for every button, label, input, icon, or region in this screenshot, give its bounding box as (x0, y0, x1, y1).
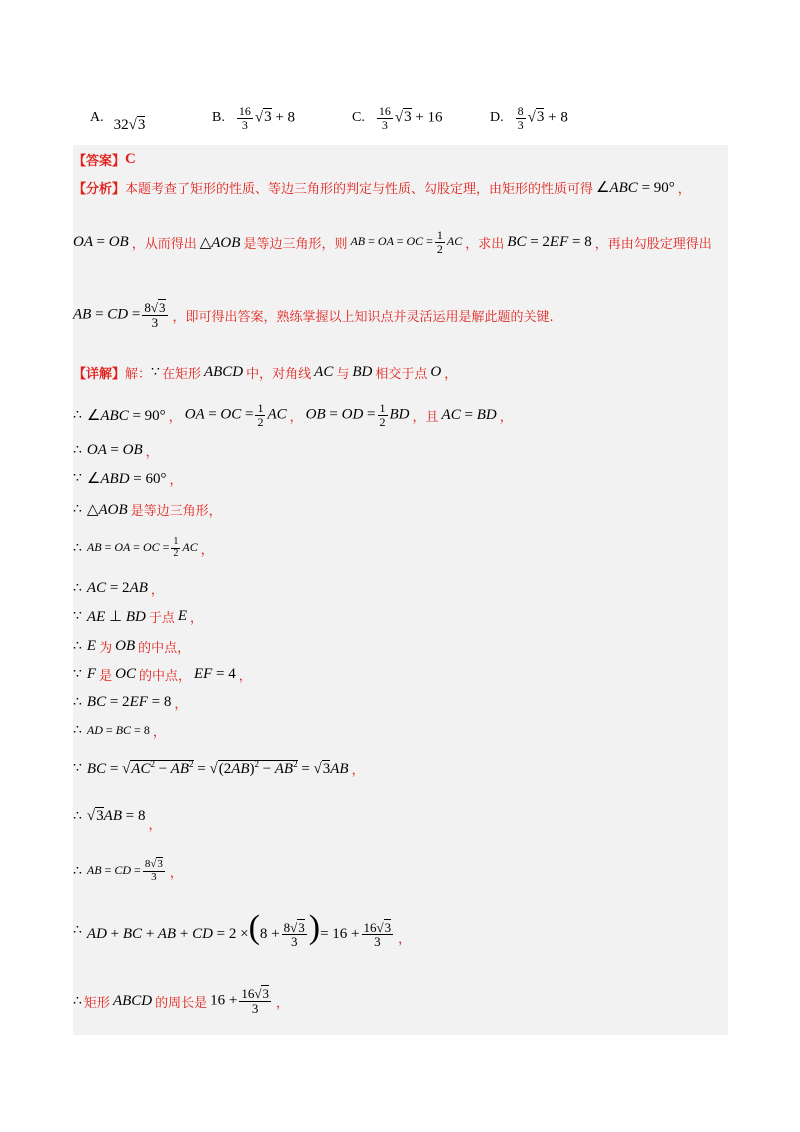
math-ab-oa-oc: AB = OA = OC = $\frac{1}{2}$ AC (86, 536, 198, 559)
answer-choices (90, 98, 710, 138)
detail-text: 为 (99, 640, 113, 656)
comma: ， (152, 724, 166, 740)
analysis-line-3 (73, 295, 554, 335)
math-ab-oa-oc: AB = OA = OC = $\frac{1}{2}$ AC (350, 227, 463, 256)
choice-c[interactable] (352, 98, 443, 138)
therefore-symbol: ∴ (73, 540, 82, 556)
math-triangle-aob: △AOB (199, 234, 241, 251)
therefore-symbol: ∴ (73, 694, 82, 710)
comma: ， (238, 668, 252, 684)
because-symbol: ∵ (151, 364, 160, 380)
therefore-symbol: ∴ (73, 922, 82, 938)
math-ac: AC (314, 363, 334, 380)
detail-line-8 (73, 605, 203, 627)
detail-text: 在矩形 (161, 366, 201, 382)
math-ad-bc: AD = BC = 8 (86, 722, 150, 737)
analysis-text: 本题考查了矩形的性质、等边三角形的判定与性质、勾股定理，由矩形的性质可得 (125, 181, 594, 197)
choice-d[interactable] (490, 98, 568, 138)
detail-line-14 (73, 803, 162, 833)
detail-text: 中，对角线 (246, 366, 312, 382)
math-f: F (86, 665, 97, 682)
detail-text: 解： (125, 366, 152, 382)
analysis-text: ，再由勾股定理得出 (594, 236, 712, 252)
math-abcd: ABCD (112, 992, 153, 1009)
therefore-symbol: ∴ (73, 722, 82, 738)
comma: ， (169, 472, 183, 488)
comma: ， (190, 610, 204, 626)
detail-line-5 (73, 497, 222, 521)
math-oa-ob: OA = OB (86, 441, 143, 458)
detail-text: 的中点， (138, 668, 191, 684)
detail-line-13 (73, 753, 365, 783)
detail-text: 的周长是 (155, 995, 208, 1011)
therefore-symbol: ∴ (73, 993, 82, 1009)
detail-text: 矩形 (83, 995, 110, 1011)
analysis-line-1 (73, 175, 691, 199)
detail-line-9 (73, 635, 190, 657)
math-sqrt3-ab-8: √3AB = 8 (86, 807, 146, 824)
analysis-text: 是等边三角形，则 (243, 236, 348, 252)
comma: ， (169, 865, 183, 881)
comma: ， (148, 817, 162, 833)
detail-text: 于点 (148, 610, 175, 626)
therefore-symbol: ∴ (73, 580, 82, 596)
analysis-tag: 【分析】 (73, 181, 126, 197)
comma: ， (398, 931, 412, 947)
comma: ， (289, 409, 303, 425)
choice-a[interactable] (90, 98, 145, 138)
comma: ， (412, 409, 426, 425)
detail-text: 的中点， (138, 640, 191, 656)
answer-tag: 【答案】 (73, 153, 126, 169)
comma: ， (150, 582, 164, 598)
detail-text: 是等边三角形， (130, 503, 222, 519)
answer-line (73, 149, 136, 169)
therefore-symbol: ∴ (73, 442, 82, 458)
math-ab-cd: AB = CD = $\frac{8√3}{3}$ (86, 857, 163, 883)
choice-expr: $\frac{16}{3}$ √3 + 8 (238, 103, 296, 132)
comma: ， (499, 409, 513, 425)
because-symbol: ∵ (73, 470, 82, 486)
comma: ， (444, 366, 458, 382)
answer-value: C (125, 150, 136, 167)
math-ac-bd: AC = BD (441, 406, 497, 423)
detail-line-3 (73, 439, 159, 461)
because-symbol: ∵ (73, 760, 82, 776)
analysis-text: ，求出 (465, 236, 505, 252)
math-perimeter-value: 16 + $\frac{16√3}{3}$ (210, 985, 269, 1016)
detail-text: 相交于点 (375, 366, 428, 382)
comma: ， (275, 995, 289, 1011)
detail-line-16 (73, 907, 411, 953)
detail-line-1 (73, 361, 457, 383)
detail-line-11 (73, 691, 187, 713)
detail-text: 与 (336, 366, 350, 382)
comma: ， (677, 181, 691, 197)
detail-line-7 (73, 577, 164, 599)
math-e: E (177, 607, 188, 624)
analysis-line-2 (73, 227, 712, 257)
math-ae-perp-bd: AE ⊥ BD (86, 608, 146, 625)
therefore-symbol: ∴ (73, 407, 82, 423)
math-ab-cd: AB = CD = $\frac{8√3}{3}$ (73, 299, 166, 330)
math-angle-abc: ∠ABC = 90° (596, 179, 675, 196)
math-e: E (86, 637, 97, 654)
analysis-text: ，即可得出答案，熟练掌握以上知识点并灵活运用是解此题的关键. (172, 309, 554, 325)
choice-b[interactable] (212, 98, 295, 138)
solution-panel (73, 145, 728, 1035)
comma: ， (145, 444, 159, 460)
math-ob: OB (115, 637, 136, 654)
choice-expr: $\frac{16}{3}$ √3 + 16 (378, 103, 443, 132)
math-oa-ob: OA = OB (73, 233, 129, 250)
math-ac-2ab: AC = 2AB (86, 579, 148, 596)
math-bc-2ef: BC = 2EF = 8 (86, 693, 172, 710)
math-ob-od: OB = OD = $\frac{1}{2}$ BD (305, 400, 410, 429)
math-angle-abc: ∠ABC = 90° (86, 407, 166, 424)
choice-label: C. (352, 110, 365, 125)
detail-line-12 (73, 719, 166, 741)
comma: ， (174, 696, 188, 712)
choice-label: D. (490, 110, 504, 125)
detail-line-17 (73, 981, 289, 1021)
choice-label: B. (212, 110, 225, 125)
comma: ， (168, 409, 182, 425)
math-ef-4: EF = 4 (193, 665, 236, 682)
detail-line-10 (73, 663, 252, 685)
choice-label: A. (90, 110, 104, 125)
detail-line-15 (73, 851, 183, 891)
math-o: O (430, 363, 442, 380)
therefore-symbol: ∴ (73, 863, 82, 879)
detail-line-6 (73, 531, 214, 565)
detail-line-4 (73, 467, 183, 489)
math-oa-oc: OA = OC = $\frac{1}{2}$ AC (184, 400, 287, 429)
choice-expr: $\frac{8}{3}$ √3 + 8 (517, 103, 568, 132)
detail-line-2 (73, 397, 513, 433)
math-abcd: ABCD (203, 363, 244, 380)
detail-text: 且 (425, 409, 439, 425)
therefore-symbol: ∴ (73, 638, 82, 654)
analysis-text: ，从而得出 (131, 236, 197, 252)
math-oc: OC (115, 665, 136, 682)
math-bc-2ef: BC = 2EF = 8 (507, 233, 592, 250)
because-symbol: ∵ (73, 608, 82, 624)
math-perimeter-sum: AD + BC + AB + CD = 2 ×(8 + $\frac{8√3}{3}$ )= 16 + $\frac{16√3}{3}$ (86, 909, 392, 950)
math-angle-abd: ∠ABD = 60° (86, 470, 167, 487)
detail-text: 是 (99, 668, 113, 684)
math-bc-sqrt: BC = $√AC^2 - AB^2 = √(2AB)^2 - AB^2 = √3AB$ (86, 758, 349, 777)
choice-expr: 32√3 (113, 116, 146, 133)
because-symbol: ∵ (73, 666, 82, 682)
therefore-symbol: ∴ (73, 501, 82, 517)
math-bd: BD (352, 363, 373, 380)
detail-tag: 【详解】 (73, 366, 126, 382)
comma: ， (200, 542, 214, 558)
math-triangle-aob: △AOB (86, 501, 128, 518)
comma: ， (351, 762, 365, 778)
therefore-symbol: ∴ (73, 808, 82, 824)
